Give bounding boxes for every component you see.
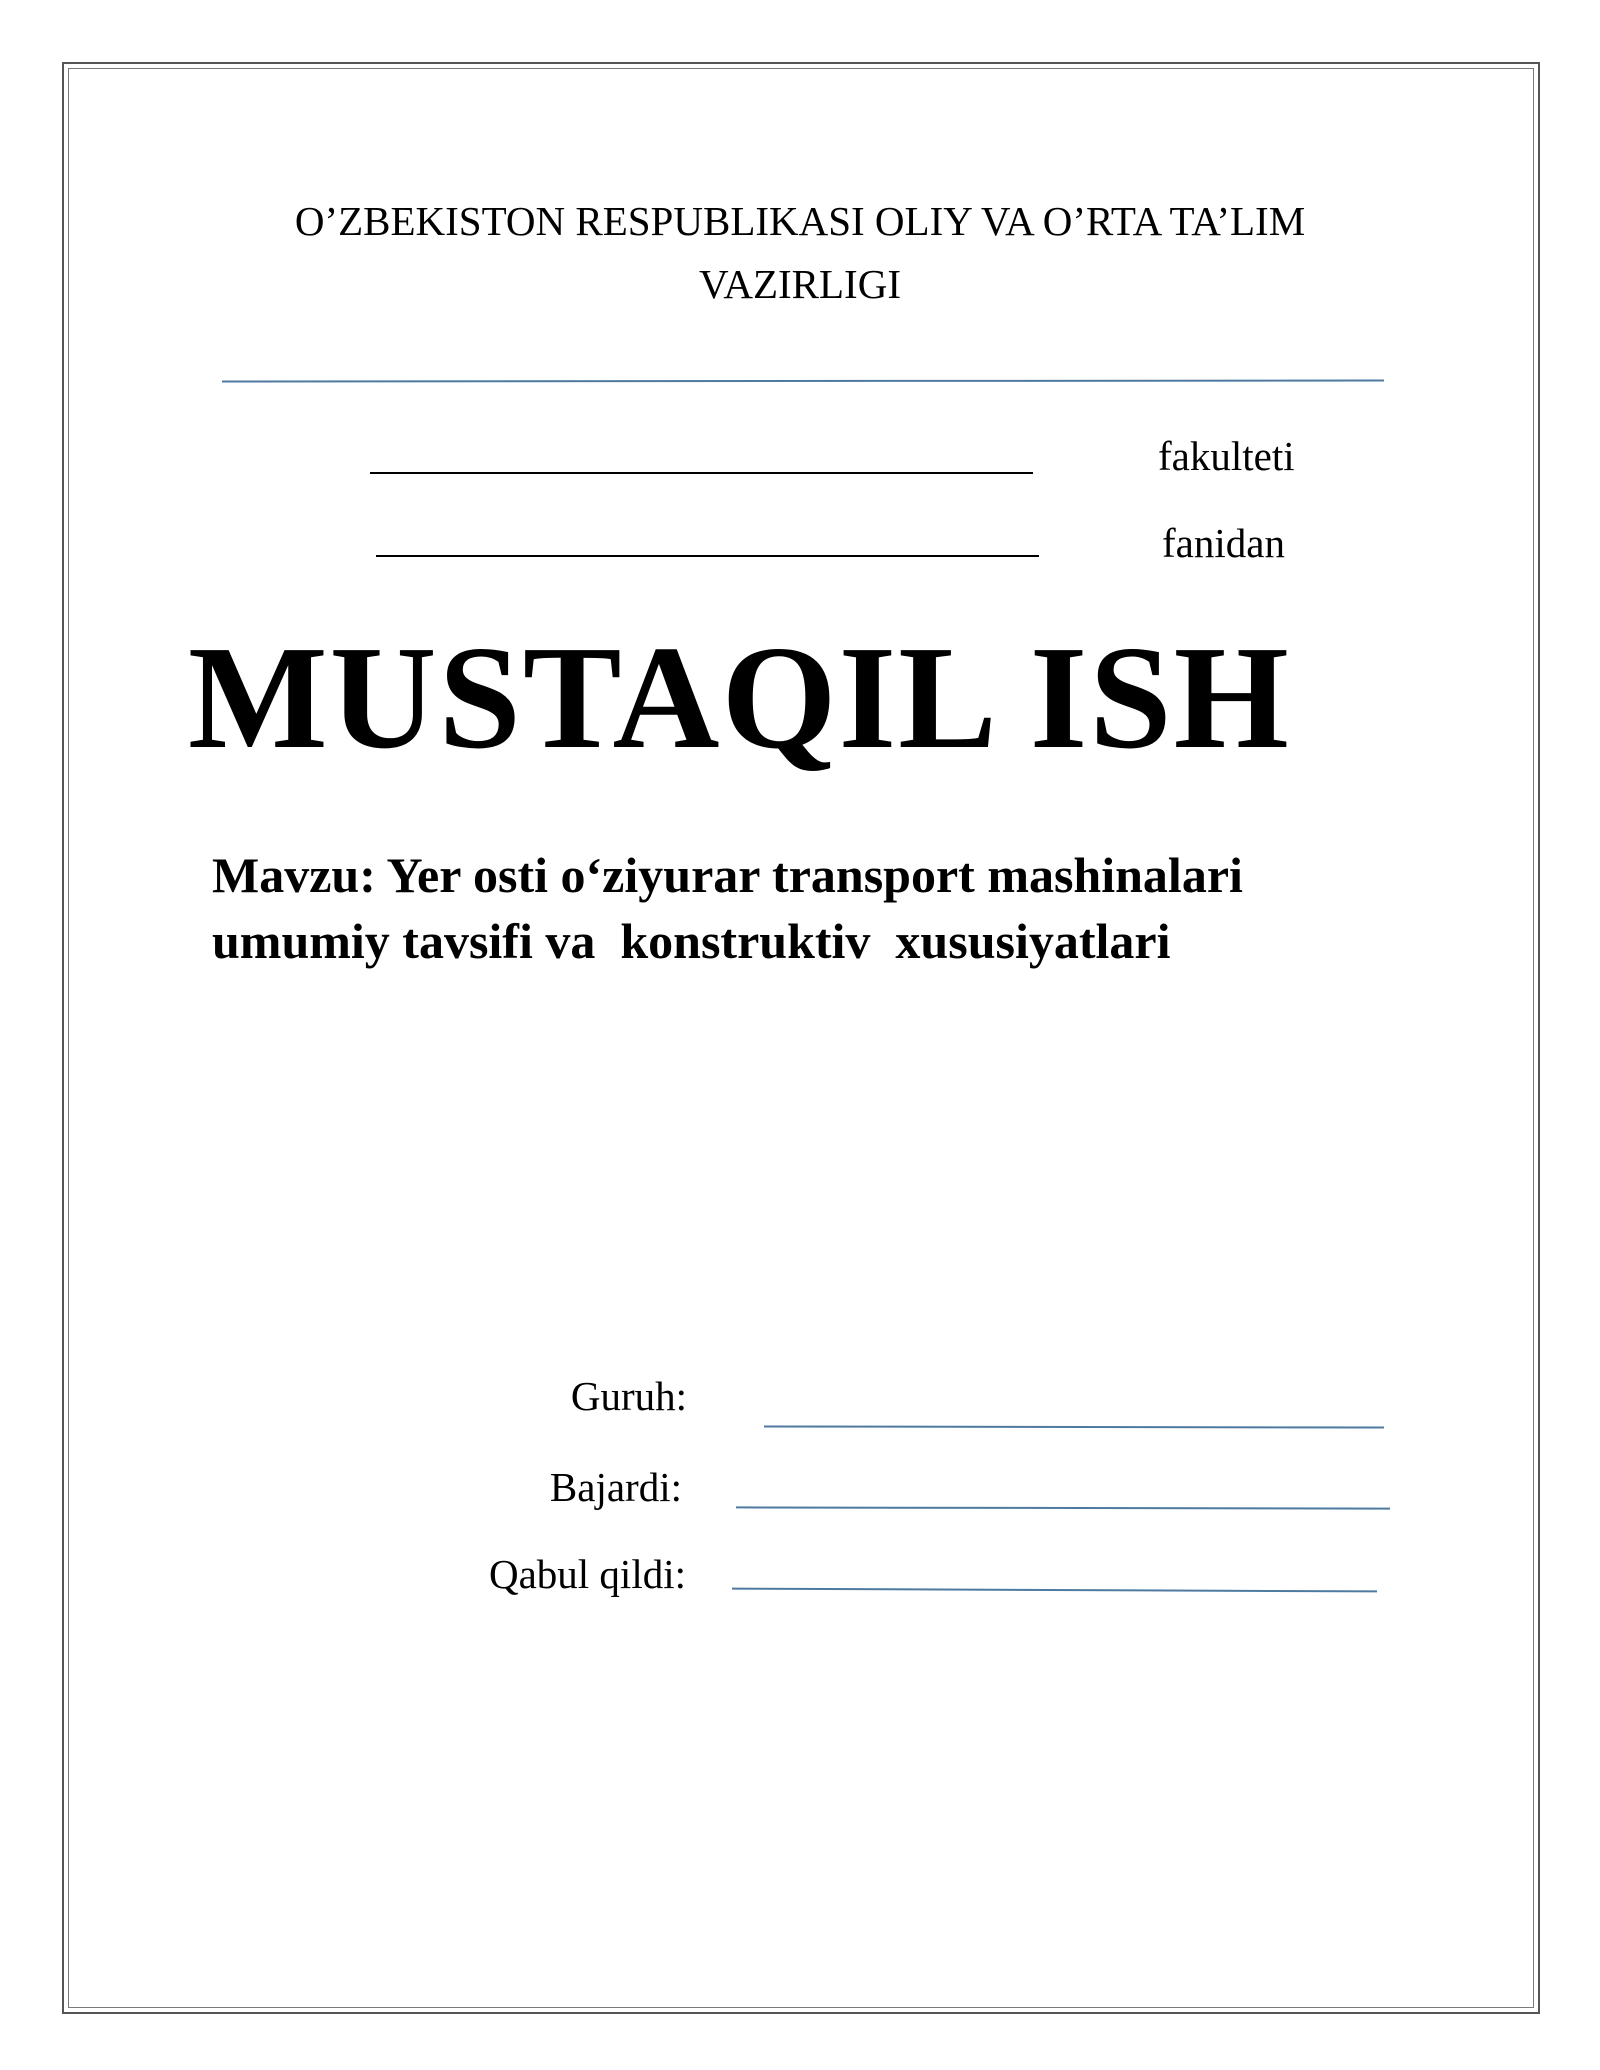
ministry-heading	[170, 190, 1430, 316]
document-title: MUSTAQIL ISH	[188, 616, 1291, 780]
topic-line-1: Mavzu: Yer osti o‘ziyurar transport mashinalari	[212, 847, 1243, 903]
done-by-label: Bajardi:	[549, 1464, 682, 1510]
group-label: Guruh:	[570, 1373, 687, 1419]
faculty-blank-line	[370, 472, 1033, 474]
page-border-inner	[68, 68, 1534, 2008]
ministry-line-2: VAZIRLIGI	[699, 261, 901, 307]
topic-line-2: umumiy tavsifi va konstruktiv xususiyatlari	[212, 913, 1171, 969]
subject-label: fanidan	[1162, 520, 1285, 566]
topic-heading	[212, 842, 1452, 974]
ministry-line-1: O’ZBEKISTON RESPUBLIKASI OLIY VA O’RTA TA’LIM	[294, 198, 1306, 244]
faculty-label: fakulteti	[1158, 433, 1295, 479]
accepted-by-label: Qabul qildi:	[488, 1551, 686, 1597]
subject-blank-line	[376, 555, 1039, 557]
